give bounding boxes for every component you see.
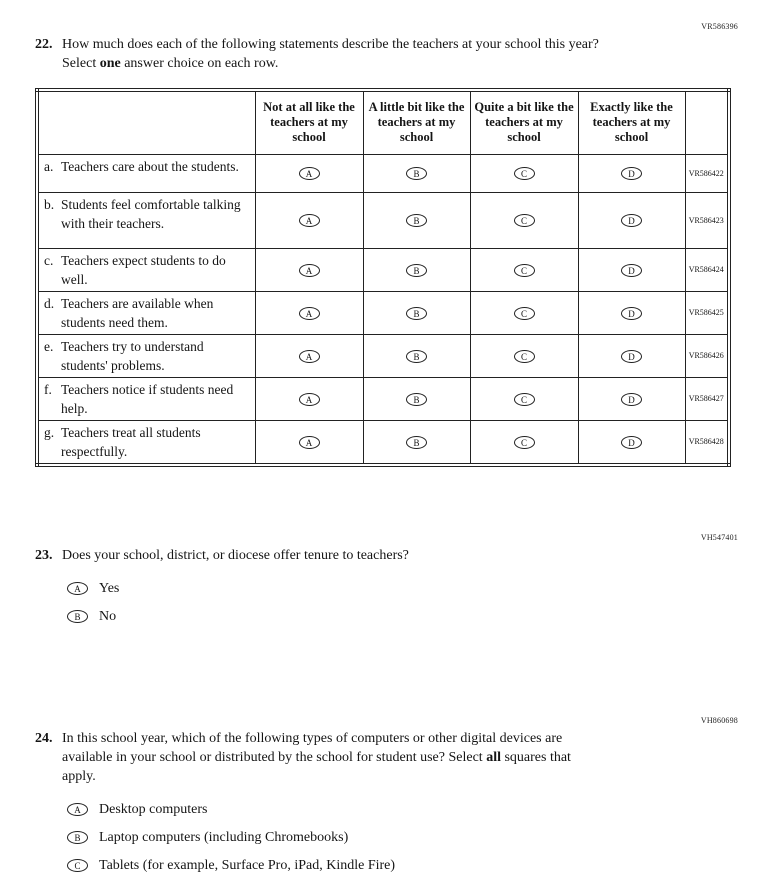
row-code: VR586428 (685, 420, 729, 465)
answer-bubble[interactable]: B (406, 214, 427, 227)
answer-bubble[interactable]: A (299, 350, 320, 363)
answer-bubble[interactable]: A (67, 582, 88, 595)
table-row-e (37, 334, 729, 377)
row-letter: d. (44, 295, 55, 311)
answer-bubble[interactable]: A (299, 167, 320, 180)
option-label: No (99, 608, 117, 624)
answer-bubble[interactable]: C (514, 393, 535, 406)
question-number: 22. (35, 37, 53, 52)
option-label: Laptop computers (including Chromebooks) (99, 829, 349, 845)
answer-bubble[interactable]: C (514, 436, 535, 449)
column-header: Quite a bit like the teachers at my school (470, 90, 578, 154)
answer-bubble[interactable]: B (406, 436, 427, 449)
question-text-bold: all (486, 749, 501, 765)
row-code: VR586427 (685, 377, 729, 420)
question-number: 23. (35, 547, 53, 563)
row-statement: Teachers treat all students respectfully. (61, 424, 201, 459)
row-letter: b. (44, 196, 55, 212)
table-row-d (37, 291, 729, 334)
question-text (62, 729, 582, 786)
answer-bubble[interactable]: A (299, 214, 320, 227)
q24-item-code: VH860698 (700, 715, 738, 725)
question-text-post: answer choice on each row. (120, 56, 279, 71)
column-header: Exactly like the teachers at my school (578, 90, 685, 154)
answer-bubble[interactable]: B (67, 831, 88, 844)
question-text-pre: How much does each of the following statements describe the teachers at your school this year? Select (62, 37, 599, 71)
q23-option-yes[interactable] (67, 580, 762, 598)
row-letter: e. (44, 338, 54, 354)
answer-bubble[interactable]: D (621, 307, 642, 320)
answer-bubble[interactable]: D (621, 436, 642, 449)
row-statement: Teachers notice if students need help. (61, 381, 234, 416)
answer-bubble[interactable]: A (299, 264, 320, 277)
table-row-g (37, 420, 729, 465)
question-text-pre: In this school year, which of the following types of computers or other digital devices are available in your school or distributed by the school for student use? Select (62, 730, 563, 765)
answer-bubble[interactable]: C (514, 264, 535, 277)
answer-bubble[interactable]: D (621, 214, 642, 227)
question-text (62, 35, 627, 73)
row-code: VR586424 (685, 248, 729, 291)
answer-bubble[interactable]: C (514, 167, 535, 180)
row-code: VR586426 (685, 334, 729, 377)
answer-bubble[interactable]: D (621, 264, 642, 277)
option-label: Tablets (for example, Surface Pro, iPad, Kindle Fire) (99, 857, 396, 873)
table-row-f (37, 377, 729, 420)
row-statement: Teachers are available when students need them. (61, 295, 214, 330)
option-label: Desktop computers (99, 801, 208, 817)
row-letter: g. (44, 424, 55, 440)
question-number: 24. (35, 730, 53, 746)
question-22 (35, 35, 762, 73)
table-row-a (37, 154, 729, 192)
table-row-c (37, 248, 729, 291)
answer-bubble[interactable]: A (299, 436, 320, 449)
answer-bubble[interactable]: C (514, 307, 535, 320)
answer-bubble[interactable]: D (621, 167, 642, 180)
answer-bubble[interactable]: B (406, 393, 427, 406)
answer-bubble[interactable]: B (406, 167, 427, 180)
answer-bubble[interactable]: B (406, 350, 427, 363)
question-text-bold: one (99, 56, 121, 71)
header-row (37, 90, 729, 154)
row-code: VR586423 (685, 192, 729, 248)
q22-item-code: VR586396 (701, 22, 738, 31)
code-column-header (685, 90, 729, 154)
answer-grid (35, 88, 731, 467)
question-23 (35, 546, 762, 565)
row-statement: Teachers care about the students. (61, 158, 239, 174)
answer-bubble[interactable]: A (299, 307, 320, 320)
answer-bubble[interactable]: C (67, 859, 88, 872)
row-statement: Teachers expect students to do well. (61, 252, 226, 287)
row-letter: c. (44, 252, 54, 268)
answer-bubble[interactable]: C (514, 214, 535, 227)
answer-bubble[interactable]: D (621, 350, 642, 363)
table-row-b (37, 192, 729, 248)
row-code: VR586425 (685, 291, 729, 334)
answer-bubble[interactable]: A (67, 803, 88, 816)
answer-bubble[interactable]: B (406, 307, 427, 320)
q24-option-laptop[interactable] (67, 829, 762, 847)
q24-option-tablet[interactable] (67, 857, 762, 875)
row-letter: f. (44, 381, 52, 397)
answer-bubble[interactable]: B (67, 610, 88, 623)
q24-option-desktop[interactable] (67, 801, 762, 819)
corner-cell (37, 90, 255, 154)
answer-bubble[interactable]: B (406, 264, 427, 277)
answer-bubble[interactable]: A (299, 393, 320, 406)
row-statement: Students feel comfortable talking with their teachers. (61, 196, 241, 231)
q23-option-no[interactable] (67, 608, 762, 626)
question-text-post: squares that apply. (62, 749, 571, 784)
question-text: Does your school, district, or diocese offer tenure to teachers? (62, 547, 409, 563)
column-header: A little bit like the teachers at my school (363, 90, 470, 154)
answer-bubble[interactable]: C (514, 350, 535, 363)
q23-item-code: VH547401 (700, 532, 738, 542)
row-code: VR586422 (685, 154, 729, 192)
column-header: Not at all like the teachers at my school (255, 90, 363, 154)
answer-bubble[interactable]: D (621, 393, 642, 406)
question-24 (35, 729, 762, 786)
row-letter: a. (44, 158, 54, 174)
row-statement: Teachers try to understand students' problems. (61, 338, 204, 373)
option-label: Yes (99, 580, 120, 596)
